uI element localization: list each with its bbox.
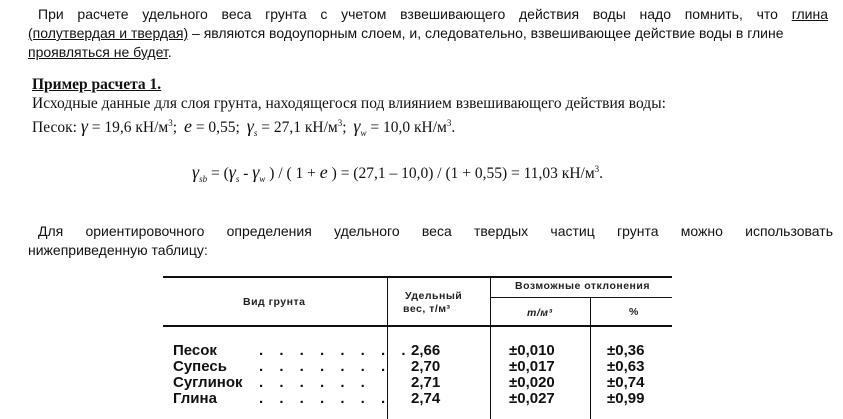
table-col-rule-3 [590, 297, 591, 419]
gamma-w-sub: w [360, 128, 367, 139]
gamma-w-unit-power: 3 [446, 117, 452, 128]
row-soil-name: Глина [173, 390, 217, 407]
gamma-s-sub: s [253, 128, 258, 139]
formula-divide: ) / ( 1 + [265, 165, 320, 182]
header-deviation: Возможные отклонения [515, 280, 650, 292]
row-dots: . . . . . . . . [259, 342, 412, 359]
row-deviation: ±0,027 [509, 390, 555, 407]
gamma-symbol: γ [80, 116, 88, 136]
formula-e: e [319, 162, 328, 182]
material-label: Песок: [32, 119, 77, 136]
intro-clay-state-link: (полутвердая и твердая) [28, 25, 189, 41]
row-dots: . . . . . . [259, 374, 371, 391]
row-dots: . . . . . . . [259, 358, 392, 375]
formula-gamma-w: γ [252, 162, 260, 182]
row-weight: 2,70 [411, 358, 441, 375]
gamma-value: = 19,6 кН/м [87, 119, 169, 136]
example-given: Исходные данные для слоя грунта, находящегося под влиянием взвешивающего действия воды: [32, 95, 666, 112]
gamma-w-value: = 10,0 кН/м [366, 119, 447, 136]
gamma-w-symbol: γ [353, 116, 361, 136]
header-weight-2: вес, т/м³ [403, 303, 451, 315]
formula-minus: - [239, 165, 253, 182]
row-percent: ±0,63 [607, 358, 645, 375]
formula [192, 162, 603, 184]
row-percent: ±0,36 [607, 342, 645, 359]
row-percent: ±0,99 [607, 390, 645, 407]
formula-gamma-s-sub: s [235, 174, 240, 185]
example-values: Песок: γ = 19,6 $кН/м^3$; e = 0,55; $\gamma_s = 27,1$ $кН/м^3$; $\gamma_w = 10,0$ $кН/м^3$. [32, 116, 456, 139]
intro-clay-link: глина [791, 6, 829, 22]
intro-line-1 [38, 6, 828, 22]
row-deviation: ±0,010 [509, 342, 555, 359]
intro-line-2-text: – являются водоупорным слоем, и, следовательно, взвешивающее действие воды в глине [188, 25, 784, 41]
paragraph-2-line-1: Для ориентировочного определения удельного веса твердых частиц грунта можно использовать [38, 223, 833, 239]
formula-eq-open: = ( [207, 165, 229, 182]
table-dev-rule [490, 297, 672, 298]
header-deviation-abs: т/м³ [527, 307, 553, 319]
table-header-rule [163, 325, 672, 327]
header-soil-type: Вид грунта [243, 296, 306, 308]
row-dots: . . . . . . . [259, 390, 392, 407]
example-title: Пример расчета 1. [32, 76, 162, 93]
row-percent: ±0,74 [607, 374, 645, 391]
table-col-rule-2 [490, 276, 491, 419]
row-weight: 2,74 [411, 390, 441, 407]
gamma-unit-power: 3 [168, 117, 173, 128]
formula-gamma-w-sub: w [259, 174, 266, 185]
intro-line-3-end: . [167, 44, 172, 60]
intro-line-1-text: При расчете удельного веса грунта с учетом взвешивающего действия воды надо помнить, что [38, 6, 778, 22]
intro-line-3 [28, 44, 172, 60]
table-top-rule [163, 276, 672, 278]
row-soil-name: Песок [173, 342, 217, 359]
formula-result: ) = (27,1 – 10,0) / (1 + 0,55) = 11,03 кН/м [327, 165, 595, 182]
formula-end: . [599, 165, 604, 182]
e-symbol: e [183, 116, 192, 136]
header-deviation-pct: % [629, 306, 639, 318]
row-soil-name: Супесь [173, 358, 227, 375]
gamma-s-unit-power: 3 [337, 117, 343, 128]
formula-result-power: 3 [594, 163, 600, 174]
intro-no-effect-link: проявляться не будет [28, 44, 168, 60]
gamma-s-value: = 27,1 кН/м [257, 119, 338, 136]
gamma-s-symbol: γ [246, 116, 254, 136]
formula-gamma-s: γ [228, 162, 236, 182]
e-value: = 0,55; [191, 119, 240, 136]
row-deviation: ±0,020 [509, 374, 555, 391]
row-weight: 2,66 [411, 342, 441, 359]
row-weight: 2,71 [411, 374, 441, 391]
row-soil-name: Суглинок [173, 374, 243, 391]
paragraph-2-line-2: нижеприведенную таблицу: [28, 242, 208, 258]
formula-gamma-sb: γ [192, 162, 200, 182]
header-weight-1: Удельный [405, 290, 463, 302]
soil-density-table [163, 276, 672, 419]
formula-gamma-sb-sub: sb [199, 174, 208, 185]
row-deviation: ±0,017 [509, 358, 555, 375]
intro-line-2 [28, 25, 784, 41]
